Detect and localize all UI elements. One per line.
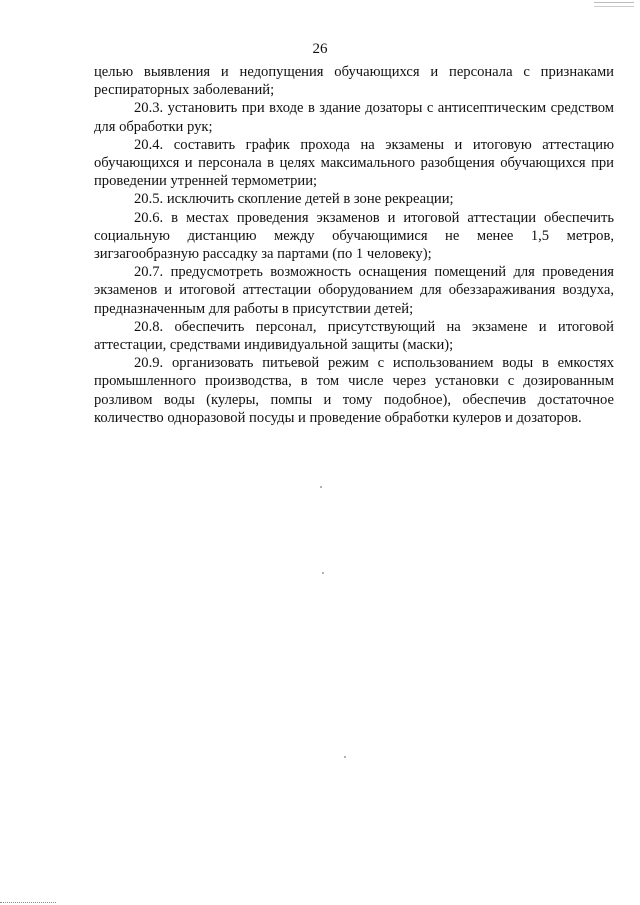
document-body — [94, 63, 614, 427]
paragraph-20-9: 20.9. организовать питьевой режим с использованием воды в емкостях промышленного производства, в том числе через установки с дозированным розливом воды (кулеры, помпы и тому подобное), обеспечив достаточное количество одноразовой посуды и проведение обработки кулеров и дозаторов. — [94, 355, 614, 426]
page-number: 26 — [312, 41, 328, 57]
scan-artifact-bottom — [0, 898, 56, 903]
scan-artifact-top — [594, 2, 634, 7]
paragraph-20-8: 20.8. обеспечить персонал, присутствующий на экзамене и итоговой аттестации, средствами индивидуальной защиты (маски); — [94, 318, 614, 354]
paragraph-20-5: 20.5. исключить скопление детей в зоне рекреации; — [134, 191, 454, 208]
scan-speck — [322, 572, 324, 574]
scan-speck — [344, 756, 346, 758]
scan-speck — [320, 486, 322, 488]
paragraph-continuation: целью выявления и недопущения обучающихся и персонала с признаками респираторных заболеваний; — [94, 64, 614, 99]
paragraph-20-7: 20.7. предусмотреть возможность оснащения помещений для проведения экзаменов и итоговой аттестации оборудованием для обеззараживания воздуха, предназначенным для работы в присутствии детей; — [94, 264, 614, 317]
paragraph-20-3: 20.3. установить при входе в здание дозаторы с антисептическим средством для обработки рук; — [94, 100, 614, 135]
paragraph-20-4: 20.4. составить график прохода на экзамены и итоговую аттестацию обучающихся и персонала в целях максимального разобщения обучающихся при проведении утренней термометрии; — [94, 136, 614, 190]
paragraph-20-6: 20.6. в местах проведения экзаменов и итоговой аттестации обеспечить социальную дистанцию между обучающимися не менее 1,5 метров, зигзагообразную рассадку за партами (по 1 человеку); — [94, 209, 614, 263]
